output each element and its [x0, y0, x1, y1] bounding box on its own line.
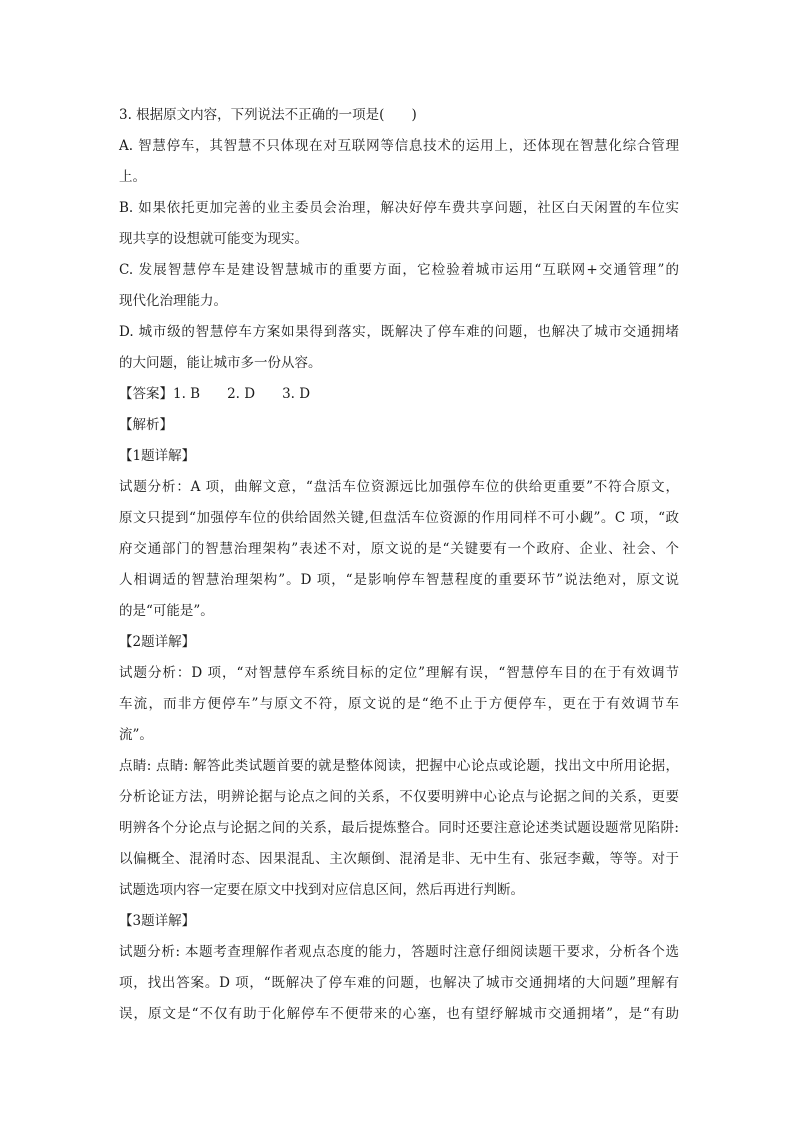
q3-analysis-line-1	[119, 937, 679, 968]
text-line: 现共享的设想就可能变为现实。	[119, 231, 308, 247]
text-line: 上。	[119, 169, 146, 185]
q1-analysis-line-3	[119, 534, 679, 565]
q3-analysis-line-3	[119, 999, 679, 1030]
text-line: 【解析】	[119, 417, 173, 433]
text-line: 【3题详解】	[119, 913, 196, 929]
text-line: 明辨各个分论点与论据之间的关系，最后提炼整合。同时还要注意论述类试题设题常见陷阱:	[119, 820, 679, 836]
text-line: C. 发展智慧停车是建设智慧城市的重要方面，它检验着城市运用“互联网+交通管理”的	[119, 262, 679, 278]
q1-detail-heading	[119, 441, 679, 472]
option-c-line-1	[119, 255, 679, 286]
text-line: 现代化治理能力。	[119, 293, 227, 309]
q1-analysis-line-2	[119, 503, 679, 534]
option-b-line-1	[119, 193, 679, 224]
text-line: 的是“可能是”。	[119, 603, 214, 619]
text-line: 试题分析: 本题考查理解作者观点态度的能力，答题时注意仔细阅读题干要求，分析各个选	[119, 944, 679, 960]
tip-line-2	[119, 782, 679, 813]
option-d-line-2	[119, 348, 679, 379]
document-body	[119, 100, 679, 1030]
text-line: 府交通部门的智慧治理架构”表述不对，原文说的是“关键要有一个政府、企业、社会、个	[119, 541, 679, 557]
analysis-heading	[119, 410, 679, 441]
q3-detail-heading	[119, 906, 679, 937]
text-line: 【答案】1. B 2. D 3. D	[119, 386, 311, 402]
tip-line-1	[119, 751, 679, 782]
text-line: 分析论证方法，明辨论据与论点之间的关系，不仅要明辨中心论点与论据之间的关系，更要	[119, 789, 679, 805]
option-d-line-1	[119, 317, 679, 348]
q1-analysis-line-1	[119, 472, 679, 503]
q1-analysis-line-5	[119, 596, 679, 627]
text-line: A. 智慧停车，其智慧不只体现在对互联网等信息技术的运用上，还体现在智慧化综合管理	[119, 138, 679, 154]
text-line: 人相调适的智慧治理架构”。D 项，“是影响停车智慧程度的重要环节”说法绝对，原文说	[119, 572, 679, 588]
text-line: 误，原文是“不仅有助于化解停车不便带来的心塞，也有望纾解城市交通拥堵”，是“有助	[119, 1006, 679, 1022]
text-line: 【2题详解】	[119, 634, 196, 650]
text-line: 项，找出答案。D 项，“既解决了停车难的问题，也解决了城市交通拥堵的大问题”理解有	[119, 975, 679, 991]
q1-analysis-line-4	[119, 565, 679, 596]
option-a-line-1	[119, 131, 679, 162]
text-line: 试题分析：A 项，曲解文意，“盘活车位资源远比加强停车位的供给更重要”不符合原文，	[119, 479, 679, 495]
option-b-line-2	[119, 224, 679, 255]
q3-analysis-line-2	[119, 968, 679, 999]
tip-line-4	[119, 844, 679, 875]
text-line: 的大问题，能让城市多一份从容。	[119, 355, 322, 371]
q2-analysis-line-1	[119, 658, 679, 689]
text-line: B. 如果依托更加完善的业主委员会治理，解决好停车费共享问题，社区白天闲置的车位实	[119, 200, 679, 216]
text-line: D. 城市级的智慧停车方案如果得到落实，既解决了停车难的问题，也解决了城市交通拥堵	[119, 324, 679, 340]
tip-line-3	[119, 813, 679, 844]
q2-analysis-line-3	[119, 720, 679, 751]
text-line: 试题分析：D 项，“对智慧停车系统目标的定位”理解有误，“智慧停车目的在于有效调节	[119, 665, 679, 681]
text-line: 【1题详解】	[119, 448, 196, 464]
tip-line-5	[119, 875, 679, 906]
text-line: 3. 根据原文内容，下列说法不正确的一项是( )	[119, 107, 417, 123]
option-a-line-2	[119, 162, 679, 193]
q2-detail-heading	[119, 627, 679, 658]
question-3-stem	[119, 100, 679, 131]
q2-analysis-line-2	[119, 689, 679, 720]
text-line: 试题选项内容一定要在原文中找到对应信息区间，然后再进行判断。	[119, 882, 524, 898]
option-c-line-2	[119, 286, 679, 317]
text-line: 以偏概全、混淆时态、因果混乱、主次颠倒、混淆是非、无中生有、张冠李戴，等等。对于	[119, 851, 679, 867]
answer-line	[119, 379, 679, 410]
text-line: 车流，而非方便停车”与原文不符，原文说的是“绝不止于方便停车，更在于有效调节车	[119, 696, 679, 712]
text-line: 点睛: 点睛: 解答此类试题首要的就是整体阅读，把握中心论点或论题，找出文中所用论据，	[119, 758, 679, 774]
text-line: 流”。	[119, 727, 153, 743]
text-line: 原文只提到“加强停车位的供给固然关键,但盘活车位资源的作用同样不可小觑”。C 项，“政	[119, 510, 679, 526]
